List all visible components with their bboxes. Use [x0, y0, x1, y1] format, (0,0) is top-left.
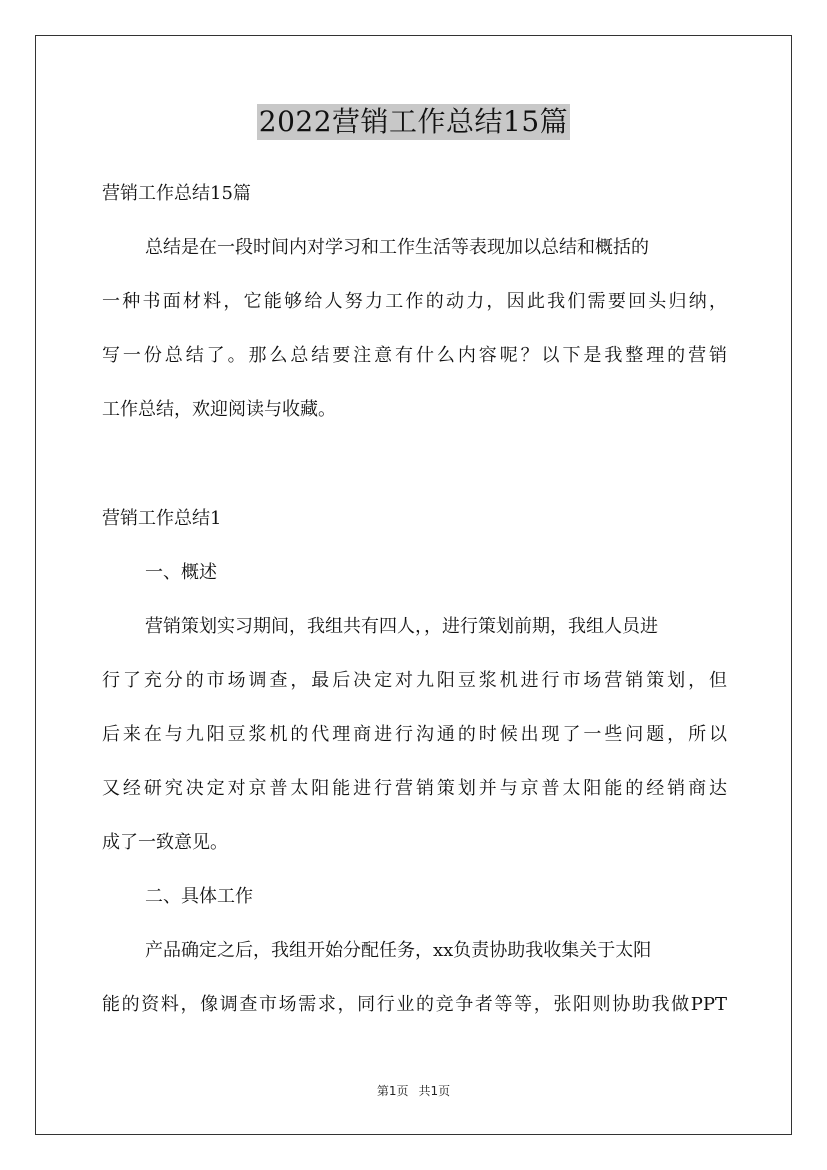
document-subtitle: 营销工作总结15篇: [102, 183, 251, 204]
part2-line-2: 能的资料，像调查市场需求，同行业的竞争者等等，张阳则协助我做PPT: [102, 994, 727, 1015]
page-number: 第1页: [376, 1084, 409, 1098]
part1-heading: 一、概述: [145, 562, 217, 583]
intro-line-2: 一种书面材料，它能够给人努力工作的动力，因此我们需要回头归纳，: [102, 291, 727, 312]
part1-line-2: 行了充分的市场调查，最后决定对九阳豆浆机进行市场营销策划，但: [102, 670, 727, 691]
part1-line-4: 又经研究决定对京普太阳能进行营销策划并与京普太阳能的经销商达: [102, 778, 727, 799]
part1-line-3: 后来在与九阳豆浆机的代理商进行沟通的时候出现了一些问题，所以: [102, 724, 727, 745]
part1-line-1: 营销策划实习期间，我组共有四人，，进行策划前期，我组人员进: [145, 616, 658, 637]
part2-heading: 二、具体工作: [145, 886, 253, 907]
title-container: [0, 104, 827, 140]
page-footer: [0, 1083, 827, 1099]
section-heading: 营销工作总结1: [102, 508, 222, 529]
part2-line-1: 产品确定之后，我组开始分配任务，xx负责协助我收集关于太阳: [145, 940, 652, 961]
intro-line-1: 总结是在一段时间内对学习和工作生活等表现加以总结和概括的: [145, 237, 649, 258]
intro-line-4: 工作总结，欢迎阅读与收藏。: [102, 399, 336, 420]
part1-line-5: 成了一致意见。: [102, 832, 228, 853]
page-total: 共1页: [418, 1084, 451, 1098]
intro-line-3: 写一份总结了。那么总结要注意有什么内容呢？以下是我整理的营销: [102, 345, 727, 366]
document-title: 2022营销工作总结15篇: [258, 105, 569, 138]
